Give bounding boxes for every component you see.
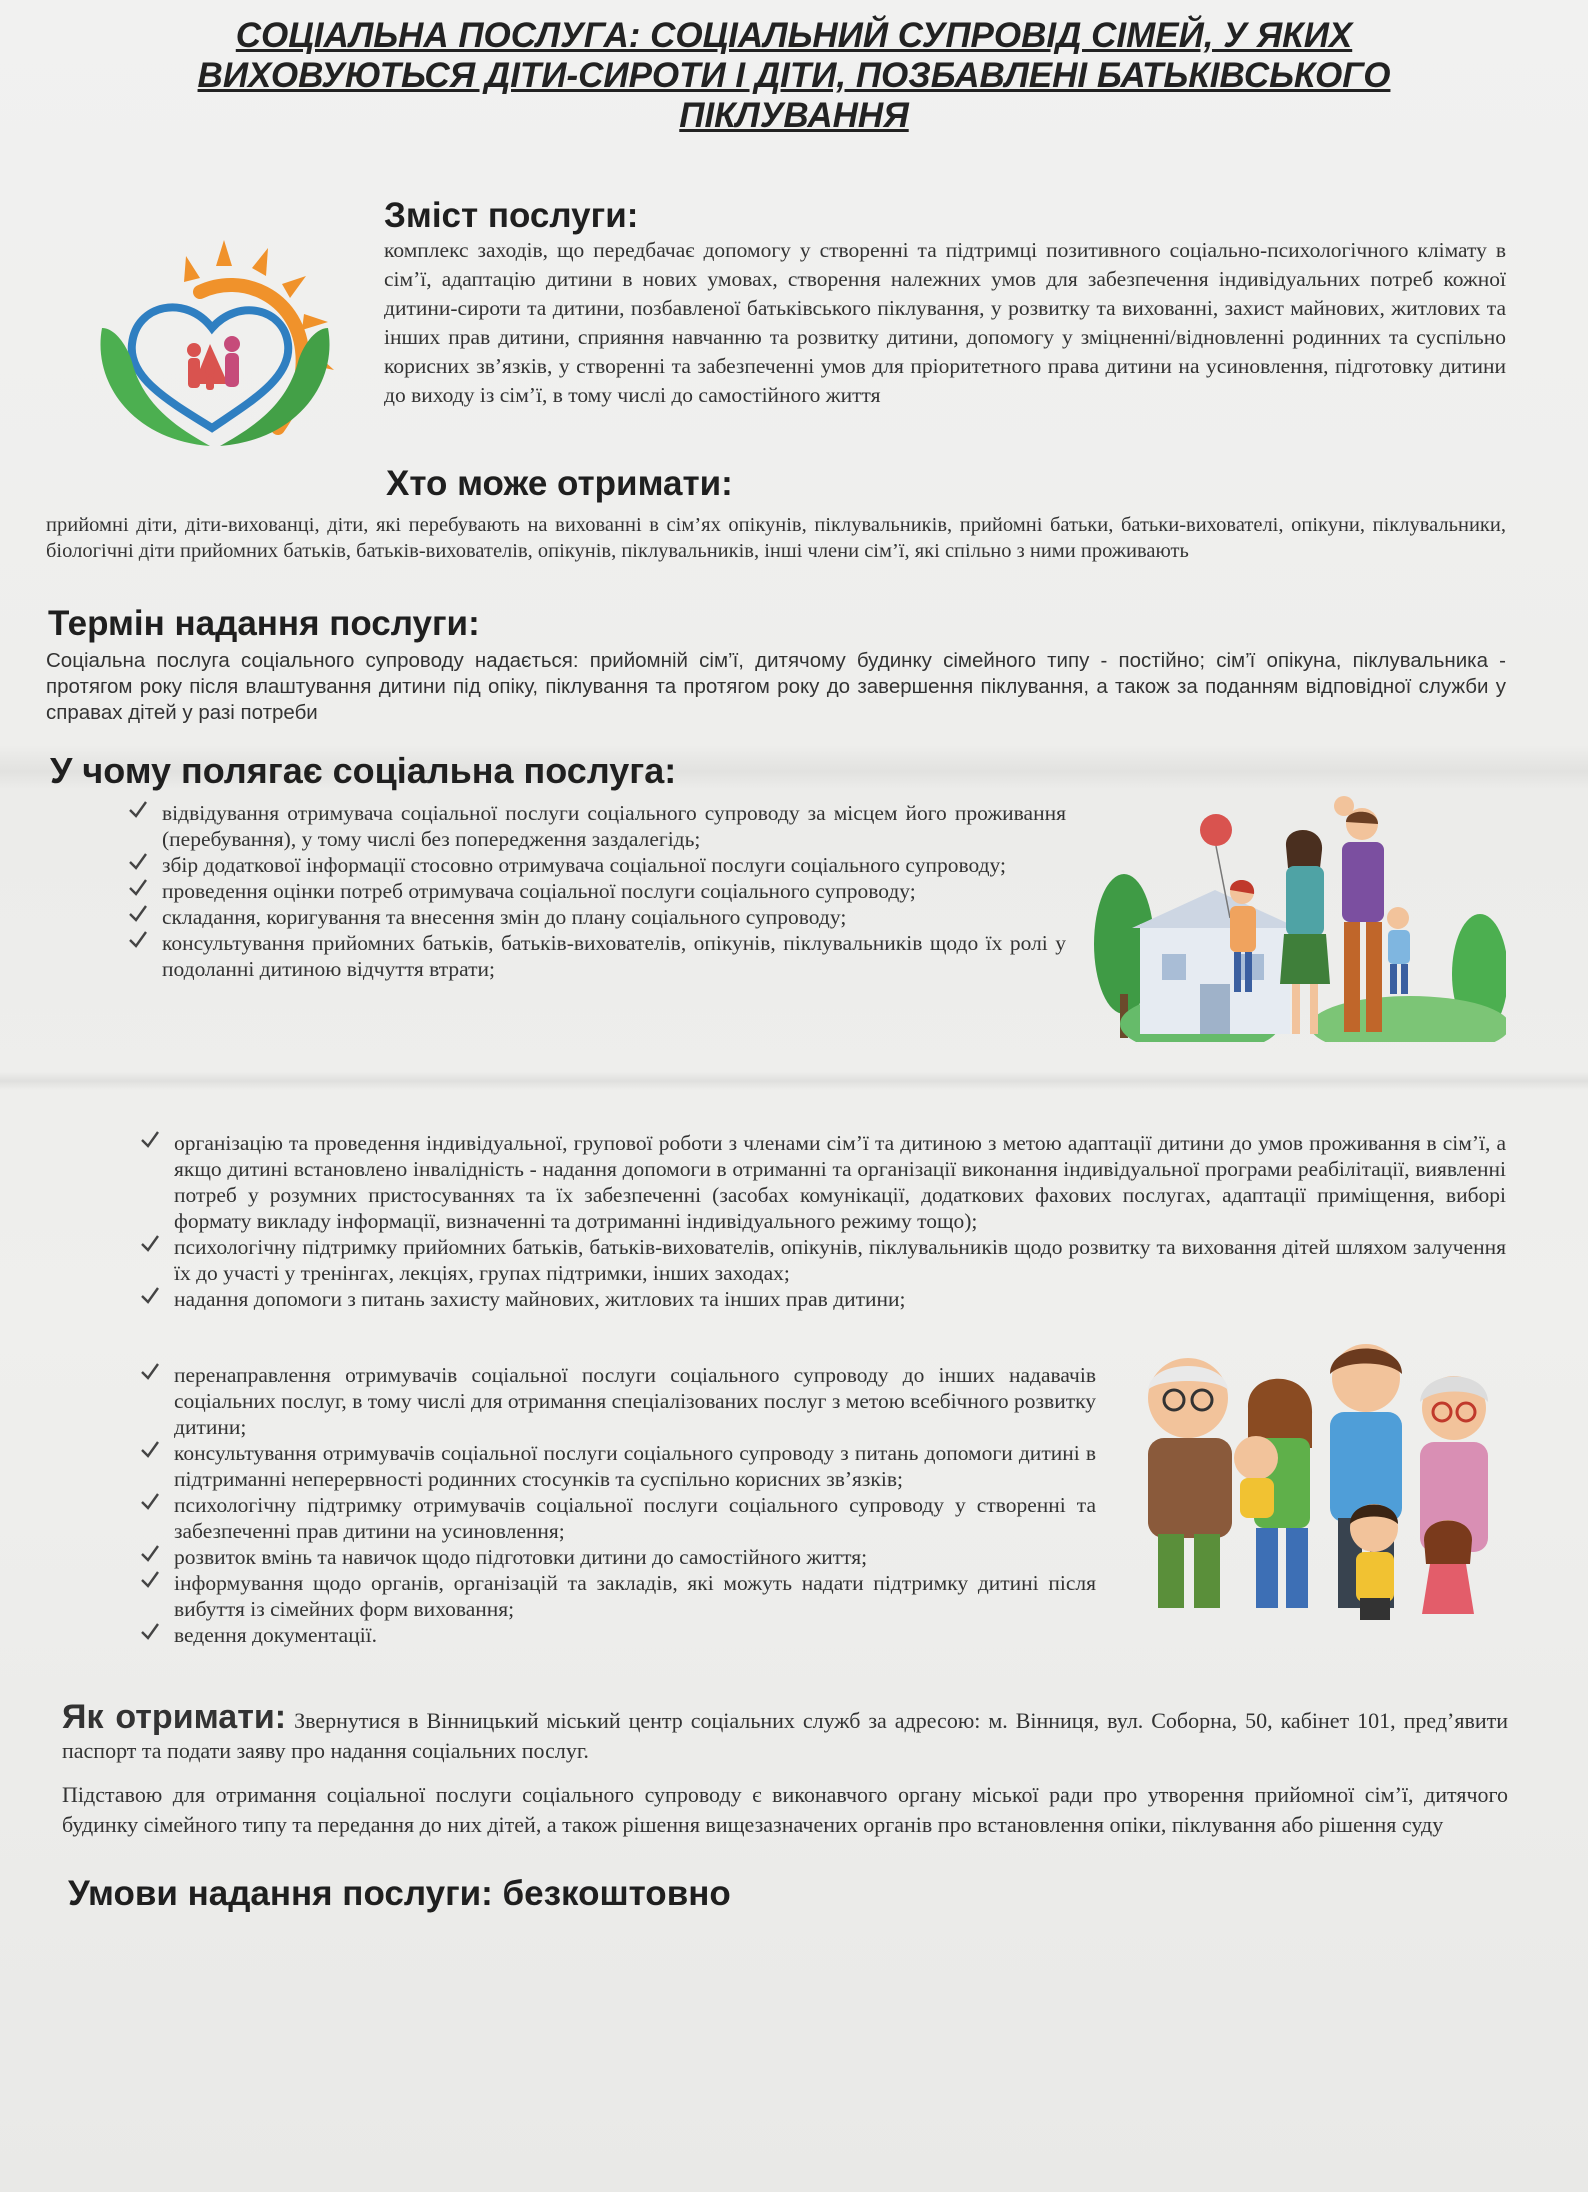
check-icon xyxy=(140,1440,160,1460)
check-icon xyxy=(140,1286,160,1306)
conditions-heading: Умови надання послуги: безкоштовно xyxy=(68,1874,731,1913)
how-heading: Як отримати: xyxy=(62,1698,287,1736)
family-house-illustration-icon xyxy=(1080,794,1506,1042)
page-title: СОЦІАЛЬНА ПОСЛУГА: СОЦІАЛЬНИЙ СУПРОВІД СІМЕЙ, У ЯКИХ ВИХОВУЮТЬСЯ ДІТИ-СИРОТИ І ДІТИ, ПОЗБАВЛЕНІ БАТЬКІВСЬКОГО ПІКЛУВАННЯ xyxy=(197,16,1391,135)
list-item: надання допомоги з питань захисту майнових, житлових та інших прав дитини; xyxy=(136,1286,1506,1312)
list-item: збір додаткової інформації стосовно отримувача соціальної послуги соціального супроводу; xyxy=(124,852,1066,878)
family-heart-logo-icon xyxy=(82,232,348,464)
check-icon xyxy=(128,800,148,820)
services-list-top xyxy=(124,800,1066,982)
services-list-bottom-wide xyxy=(136,1130,1506,1312)
who-heading: Хто може отримати: xyxy=(386,464,733,503)
list-item: складання, коригування та внесення змін до плану соціального супроводу; xyxy=(124,904,1066,930)
how-text2: Підставою для отримання соціальної послуги соціального супроводу є виконавчого органу міської ради про утворення прийомної сім’ї, дитячого будинку сімейного типу та передання до них дітей, а також рішення вищезазначених органів про встановлення опіки, піклування або рішення суду xyxy=(62,1782,1508,1837)
list-item: інформування щодо органів, організацій та закладів, які можуть надати підтримку дитині після вибуття із сімейних форм виховання; xyxy=(136,1570,1096,1622)
check-icon xyxy=(140,1492,160,1512)
list-item: психологічну підтримку отримувачів соціальної послуги соціального супроводу у створенні та забезпеченні прав дитини на усиновлення; xyxy=(136,1492,1096,1544)
what-heading: У чому полягає соціальна послуга: xyxy=(50,750,677,791)
check-icon xyxy=(140,1570,160,1590)
list-item: консультування прийомних батьків, батьків-вихователів, опікунів, піклувальників щодо їх ролі у подоланні дитиною відчуття втрати; xyxy=(124,930,1066,982)
check-icon xyxy=(140,1362,160,1382)
check-icon xyxy=(140,1622,160,1642)
who-text: прийомні діти, діти-вихованці, діти, які перебувають на вихованні в сім’ях опікунів, піклувальників, прийомні батьки, батьки-вихователі, опікуни, піклувальники, біологічні діти прийомних батьків, батьків-вихователів, опікунів, піклувальників, інші члени сім’ї, які спільно з ними проживають xyxy=(46,514,1506,562)
paper-fold xyxy=(0,1072,1588,1090)
check-icon xyxy=(128,852,148,872)
list-item: розвиток вмінь та навичок щодо підготовки дитини до самостійного життя; xyxy=(136,1544,1096,1570)
content-heading: Зміст послуги: xyxy=(384,196,639,235)
family-generations-illustration-icon xyxy=(1108,1328,1528,1628)
check-icon xyxy=(128,878,148,898)
term-text: Соціальна послуга соціального супроводу надається: прийомній сім’ї, дитячому будинку сімейного типу - постійно; сім’ї опікуна, піклувальника - протягом року після влаштування дитини під опіку, піклування та протягом року до завершення піклування, а також за поданням відповідної служби у справах дітей у разі потреби xyxy=(46,649,1506,724)
check-icon xyxy=(140,1234,160,1254)
how-text1: Звернутися в Вінницький міський центр соціальних служб за адресою: м. Вінниця, вул. Соборна, 50, кабінет 101, пред’явити паспорт та подати заяву про надання соціальних послуг. xyxy=(62,1708,1509,1763)
list-item: відвідування отримувача соціальної послуги соціального супроводу за місцем його проживання (перебування), у тому числі без попередження заздалегідь; xyxy=(124,800,1066,852)
content-text: комплекс заходів, що передбачає допомогу у створенні та підтримці позитивного соціально-психологічного клімату в сім’ї, адаптацію дитини в нових умовах, створення належних умов для забезпечення індивідуальних потреб кожної дитини-сироти та дитини, позбавленої батьківського піклування, у розвитку та вихованні, захист майнових, житлових та інших прав дитини, сприяння навчанню та розвитку дитини, допомогу у зміцненні/відновленні родинних та суспільно корисних зв’язків, у створенні та забезпеченні умов для пріоритетного права дитини на усиновлення, підготовку дитини до виходу із сім’ї, в тому числі до самостійного життя xyxy=(384,238,1506,407)
list-item: психологічну підтримку прийомних батьків, батьків-вихователів, опікунів, піклувальників щодо розвитку та виховання дітей шляхом залучення їх до участі у тренінгах, лекціях, групах підтримки, інших заходах; xyxy=(136,1234,1506,1286)
services-list-bottom-narrow xyxy=(136,1362,1096,1648)
check-icon xyxy=(128,930,148,950)
how-to-get-block xyxy=(62,1698,1509,1766)
check-icon xyxy=(128,904,148,924)
term-heading: Термін надання послуги: xyxy=(48,604,480,643)
check-icon xyxy=(140,1130,160,1150)
list-item: консультування отримувачів соціальної послуги соціального супроводу з питань допомоги дитині в підтриманні неперервності родинних стосунків та суспільно корисних зв’язків; xyxy=(136,1440,1096,1492)
check-icon xyxy=(140,1544,160,1564)
list-item: перенаправлення отримувачів соціальної послуги соціального супроводу до інших надавачів соціальних послуг, в тому числі для отримання спеціалізованих послуг з метою всебічного розвитку дитини; xyxy=(136,1362,1096,1440)
list-item: організацію та проведення індивідуальної, групової роботи з членами сім’ї та дитиною з метою адаптації дитини до умов проживання в сім’ї, а якщо дитині встановлено інвалідність - надання допомоги в отриманні та організації виконання індивідуальної програми реабілітації, виявленні потреб у розумних пристосуваннях та їх забезпеченні (засобах комунікації, додаткових фахових послугах, адаптації приміщення, виборі формату викладу інформації, визначенні та дотриманні індивідуального режиму тощо); xyxy=(136,1130,1506,1234)
list-item: проведення оцінки потреб отримувача соціальної послуги соціального супроводу; xyxy=(124,878,1066,904)
list-item: ведення документації. xyxy=(136,1622,1096,1648)
